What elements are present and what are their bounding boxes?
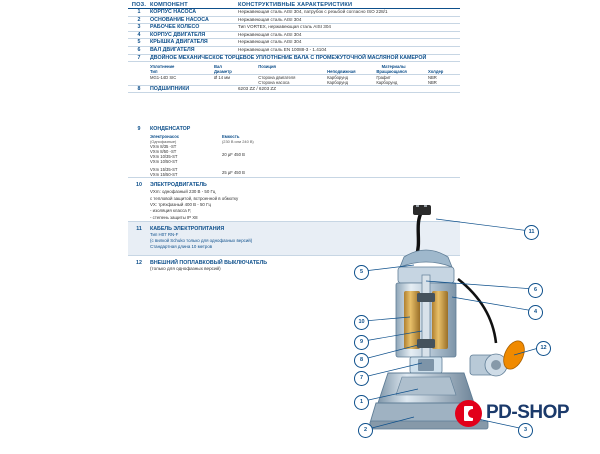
motor-spec-line: VX: трёхфазный 400 В - 50 Гц	[150, 202, 211, 208]
row-number: 2	[137, 16, 141, 23]
cable-line: Стандартная длина 10 метров	[150, 244, 213, 250]
callout-9: 9	[354, 335, 369, 350]
table-row-seal	[128, 54, 460, 61]
row-component: РАБОЧЕЕ КОЛЕСО	[150, 24, 200, 31]
seal-fixed-value: Карборунд	[327, 74, 349, 80]
row-description: Нержавеющая сталь EN 10088-3 - 1.4104	[238, 47, 327, 53]
header-characteristics: КОНСТРУКТИВНЫЕ ХАРАКТЕРИСТИКИ	[238, 2, 460, 9]
seal-moving-value: Графит	[376, 74, 391, 80]
row-number: 9	[137, 126, 141, 133]
row-description: Нержавеющая сталь AISI 304	[238, 39, 302, 45]
capacitor-detail-row	[128, 132, 460, 178]
row-number: 11	[136, 226, 142, 233]
pd-shop-logo[interactable]	[455, 398, 580, 428]
seal-position-value: Сторона двигателя	[258, 74, 296, 80]
callout-5: 5	[354, 265, 369, 280]
seal-moving-value: Карборунд	[376, 79, 398, 85]
motor-spec-line: VXm: однофазный 230 В - 50 Гц	[150, 189, 216, 195]
row-description: 6203 ZZ / 6203 ZZ	[238, 85, 277, 91]
seal-holder-value: NBR	[427, 74, 437, 80]
motor-title: ЭЛЕКТРОДВИГАТЕЛЬ	[150, 182, 207, 189]
float-note: (только для однофазных версий)	[150, 265, 221, 271]
motor-spec-line: с тепловой защитой, встроенной в обмотку	[150, 195, 239, 201]
row-number: 8	[137, 85, 141, 92]
seal-fixed-value: Карборунд	[327, 79, 349, 85]
row-number: 4	[137, 31, 141, 38]
row-number: 7	[137, 54, 141, 61]
capacitor-model: VXm 10/50-ST	[150, 159, 178, 165]
header-pos: ПОЗ.	[128, 2, 150, 9]
callout-1: 1	[354, 395, 369, 410]
logo-mark-icon	[455, 400, 482, 427]
seal-diameter-value	[214, 80, 258, 85]
table-row	[128, 85, 460, 93]
row-description: Нержавеющая сталь AISI 304	[238, 16, 302, 22]
header-component: КОМПОНЕНТ	[150, 2, 238, 9]
cable-title: КАБЕЛЬ ЭЛЕКТРОПИТАНИЯ	[150, 226, 225, 233]
table-row-capacitor	[128, 123, 460, 132]
row-component: ПОДШИПНИКИ	[150, 85, 190, 92]
cable-line: (с вилкой Schuko только для однофазных версий)	[150, 238, 253, 244]
row-description: Нержавеющая сталь AISI 304	[238, 31, 302, 37]
capacitor-value: 25 μF 450 В	[222, 169, 245, 175]
table-row	[128, 9, 460, 17]
row-number: 10	[136, 182, 142, 189]
table-row-motor	[128, 178, 460, 189]
callout-6: 6	[528, 283, 543, 298]
row-description: Нержавеющая сталь AISI 304, патрубок с резьбой согласно ISO 228/1	[238, 9, 388, 14]
row-number: 12	[136, 259, 142, 266]
seal-sub-table	[150, 64, 460, 85]
seal-holder-value: NBR	[427, 79, 437, 85]
motor-spec-line: - изоляция класса F,	[150, 208, 192, 214]
table-row	[128, 47, 460, 55]
seal-col-seal: Уплотнение	[150, 63, 175, 69]
seal-col-position: Позиция	[258, 63, 276, 69]
seal-col-moving: Вращающаяся	[376, 68, 407, 74]
capacitor-value: 20 μF 450 В	[222, 151, 245, 157]
capacitor-col-pump: Электронасос	[150, 134, 180, 140]
seal-type-value: MG1-14D SIC	[150, 74, 177, 80]
callout-7: 7	[354, 371, 369, 386]
seal-detail-row	[128, 61, 460, 85]
seal-col-diameter: Диаметр	[213, 68, 232, 74]
table-row	[128, 39, 460, 47]
table-row	[128, 24, 460, 32]
seal-col-materials: Материалы	[381, 63, 406, 69]
capacitor-model: VXm 15/50-ST	[150, 172, 178, 178]
row-component: ВАЛ ДВИГАТЕЛЯ	[150, 47, 195, 54]
motor-spec-line: - степень защиты IP X8	[150, 214, 198, 220]
seal-position-value: Сторона насоса	[258, 79, 290, 85]
cable-line: Тип H07 RN-F	[150, 232, 179, 238]
callout-11: 11	[524, 225, 539, 240]
capacitor-col-capacity: Емкость	[222, 134, 240, 140]
capacitor-model: VXm 8/35 -ST	[150, 144, 177, 150]
row-component: ОСНОВАНИЕ НАСОСА	[150, 16, 209, 23]
capacitor-model: VXm 10/35-ST	[150, 154, 178, 160]
seal-col-holder: Холдер	[427, 68, 444, 74]
logo-text: PD-SHOP	[486, 402, 570, 423]
row-component: КРЫШКА ДВИГАТЕЛЯ	[150, 39, 208, 46]
row-description: Тип VORTEX, нержавеющая сталь AISI 304	[238, 24, 331, 30]
row-component: КОРПУС НАСОСА	[150, 9, 197, 15]
table-row	[128, 31, 460, 39]
callout-4: 4	[528, 305, 543, 320]
float-title: ВНЕШНИЙ ПОПЛАВКОВЫЙ ВЫКЛЮЧАТЕЛЬ	[150, 259, 268, 266]
seal-col-fixed: Неподвижная	[327, 68, 356, 74]
row-number: 6	[137, 47, 141, 54]
seal-diameter-value: Ø 14 мм	[213, 74, 230, 80]
callout-2: 2	[358, 423, 373, 438]
seal-type-value	[150, 80, 214, 85]
seal-col-type: Тип	[150, 68, 158, 74]
capacitor-title: КОНДЕНСАТОР	[150, 126, 191, 133]
row-number: 3	[137, 24, 141, 31]
spacer-row	[128, 93, 460, 124]
capacitor-model: VXm 15/35-ST	[150, 167, 178, 173]
capacitor-col-pump-sub: (Однофазные)	[150, 139, 177, 145]
callout-3: 3	[518, 423, 533, 438]
seal-col-shaft: Вал	[213, 63, 222, 69]
capacitor-table	[150, 134, 460, 177]
table-row	[128, 16, 460, 24]
capacitor-col-capacity-sub: (230 В или 240 В)	[222, 139, 254, 145]
capacitor-model: VXm 8/50 -ST	[150, 149, 177, 155]
row-number: 5	[137, 39, 141, 46]
callout-8: 8	[354, 353, 369, 368]
row-number: 1	[137, 9, 141, 15]
callout-10: 10	[354, 315, 369, 330]
seal-title: ДВОЙНОЕ МЕХАНИЧЕСКОЕ ТОРЦЕВОЕ УПЛОТНЕНИЕ ВАЛА С ПРОМЕЖУТОЧНОЙ МАСЛЯНОЙ КАМЕРОЙ	[150, 54, 427, 61]
callout-12: 12	[536, 341, 551, 356]
row-component: КОРПУС ДВИГАТЕЛЯ	[150, 31, 206, 38]
